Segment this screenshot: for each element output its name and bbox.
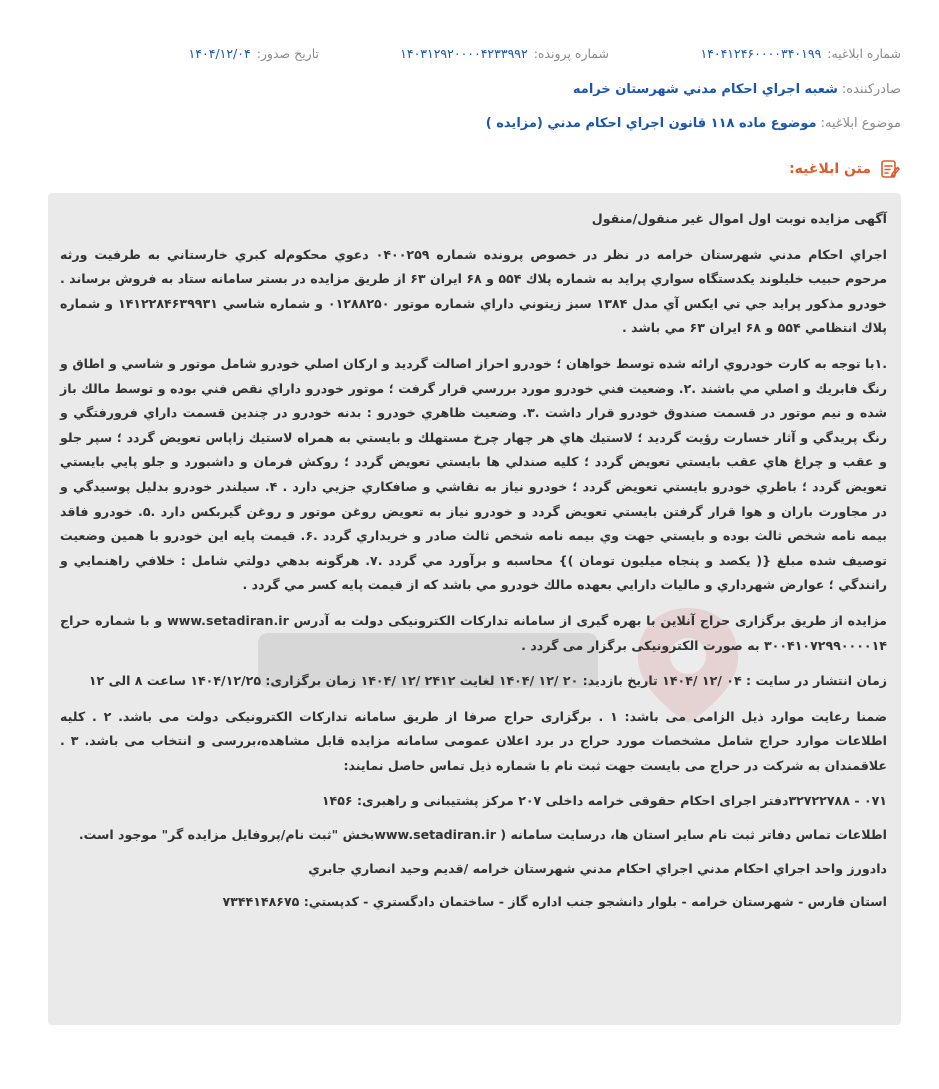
body-paragraph: دادورز واحد اجراي احكام مدني اجراي احكام مدني شهرستان خرامه /قديم وحيد انصاري جابري	[308, 860, 887, 876]
issuer-line	[573, 82, 901, 97]
notice-text-panel	[48, 193, 901, 1025]
body-paragraph: .۱با توجه به كارت خودروي ارائه شده توسط خواهان ؛ خودرو احراز اصالت گرديد و اركان اصلي خودرو شامل موتور و شاسي و اطاق و رنگ فابريك و اصلي مي باشند .۲. وضعيت فني خودرو مورد بررسي قرار گرفت ؛ موتور خودرو داراي نقص فني بوده و توسط مالك باز شده و نيم موتور در قسمت صندوق خودرو قرار داشت .۳. وضعيت ظاهري خودرو : بدنه خودرو در چندين قسمت داراي فرورفتگي و رنگ پريدگي و آثار خسارت رؤيت گرديد ؛ لاستيك هاي هر چهار چرخ مستهلك و بايستي به همراه لاستيك زاپاس تعويض گردد ؛ سپر جلو و عقب و چراغ هاي عقب بايستي تعويض گردد ؛ كليه صندلي ها بايستي تعويض گردد ؛ روكش فرمان و داشبورد و جلو پايي بايستي تعويض گردد ؛ باطري خودرو بايستي تعويض گردد ؛ خودرو نياز به نقاشي و صافكاري جزيي دارد . ۴. سيلندر خودرو بدليل پوسيدگي و در مجاورت باران و هوا قرار گرفتن بايستي تعويض گردد و خودرو نياز به تعويض روغن موتور و روغن گيربكس دارد .۵. خودرو فاقد بيمه نامه شخص ثالث بوده و بايستي جهت وي بيمه نامه شخص ثالث صادر و خريداري گردد .۶. قيمت پايه اين خودرو با همين وضعيت توصيف شده مبلغ {( يكصد و پنجاه ميليون تومان )} محاسبه و برآورد مي گردد .۷. هرگونه بدهي دولتي شامل : خلافي راهنمايي و رانندگي ؛ عوارض شهرداري و ماليات دارايي بعهده مالك خودرو مي باشد كه از قيمت پايه كسر مي گردد .	[60, 355, 888, 593]
subject-value: موضوع ماده ۱۱۸ قانون اجراي احكام مدني (مزايده )	[485, 116, 817, 131]
subject-line	[486, 116, 901, 131]
auction-heading: آگهی مزایده نوبت اول اموال غیر منقول/منقول	[591, 211, 887, 226]
subject-label: موضوع ابلاغیه:	[820, 116, 901, 131]
issue-date-value: ۱۴۰۴/۱۲/۰۴	[188, 46, 251, 61]
case-number-value: ۱۴۰۳۱۲۹۲۰۰۰۰۴۲۳۳۹۹۲	[400, 46, 528, 61]
notice-number-value: ۱۴۰۴۱۲۴۶۰۰۰۰۳۴۰۱۹۹	[700, 46, 822, 61]
case-number	[400, 46, 609, 61]
case-number-label: شماره پرونده:	[533, 46, 609, 61]
body-paragraph: اجراي احكام مدني شهرستان خرامه در نظر در خصوص پرونده شماره ۰۴۰۰۲۵۹ دعوي محكوم‌له كبري خارستاني به طرفيت ورثه مرحوم حبيب خليلوند يكدستگاه سواري پرايد به شماره پلاك ۵۵۴ و ۶۸ ايران ۶۳ از طريق مزايده در بستر سامانه ستاد به فروش برساند . خودرو مذكور پرايد جي تي ايكس آي مدل ۱۳۸۴ سبز زيتوني داراي شماره موتور ۰۱۲۸۸۲۵۰ و شماره شاسي ۱۴۱۲۲۸۴۶۳۹۹۳۱ و شماره پلاك انتظامي ۵۵۴ و ۶۸ ايران ۶۳ مي باشد .	[60, 246, 888, 336]
notice-meta-row	[0, 42, 939, 68]
body-paragraph: مزایده از طریق برگزاری حراج آنلاین با بهره گیری از سامانه تدارکات الکترونیکی دولت به آدرس www.setadiran.ir و با شماره حراج ۳۰۰۴۱۰۷۲۹۹۰۰۰۰۱۴ به صورت الکترونیکی برگزار می گردد .	[60, 612, 887, 653]
body-paragraph: ۰۷۱ - ۳۲۷۲۲۷۸۸دفتر اجرای احکام حقوقی خرامه داخلی ۲۰۷ مرکز پشتیبانی و راهبری: ۱۴۵۶	[321, 793, 887, 809]
body-paragraph: اطلاعات تماس دفاتر ثبت نام سایر استان ها، درسایت سامانه ( www.setadiran.irبخش "ثبت نام/پروفایل مزایده گر" موجود است.	[78, 827, 887, 843]
notice-number	[700, 46, 901, 61]
notice-text-heading-label: متن ابلاغیه:	[789, 161, 871, 177]
issuer-label: صادرکننده:	[841, 82, 901, 97]
notice-body	[60, 207, 887, 1015]
issue-date	[189, 46, 319, 61]
notice-number-label: شماره ابلاغیه:	[827, 46, 901, 61]
issuer-value: شعبه اجراي احكام مدني شهرستان خرامه	[572, 82, 838, 97]
body-paragraph: ضمنا رعایت موارد ذیل الزامی می باشد: ۱ . برگزاری حراج صرفا از طریق سامانه تدارکات الکترونیکی دولت می باشد. ۲ . کلیه اطلاعات موارد حراج شامل مشخصات مورد حراج در برد اعلان عمومی سامانه مزایده قابل مشاهده،بررسی و انتخاب می باشد. ۳ . علاقمندان به شرکت در حراج می بایست جهت ثبت نام با شماره ذیل تماس حاصل نمایند:	[60, 708, 888, 773]
issue-date-label: تاریخ صدور:	[256, 46, 319, 61]
notice-text-heading	[789, 158, 901, 180]
body-paragraph: زمان انتشار در سایت : ۰۴ /۱۲ /۱۴۰۴ تاریخ بازدید: ۲۰ /۱۲ /۱۴۰۴ لغایت ۲۴۱۲ /۱۲ /۱۴۰۴ زمان برگزاری: ۱۴۰۴/۱۲/۲۵ ساعت ۸ الی ۱۲	[88, 673, 887, 689]
document-edit-icon	[879, 158, 901, 180]
body-paragraph: استان فارس - شهرستان خرامه - بلوار دانشجو جنب اداره گاز - ساختمان دادگستري - كدپستي: ۷۳۴۴۱۴۸۶۷۵	[222, 894, 887, 910]
